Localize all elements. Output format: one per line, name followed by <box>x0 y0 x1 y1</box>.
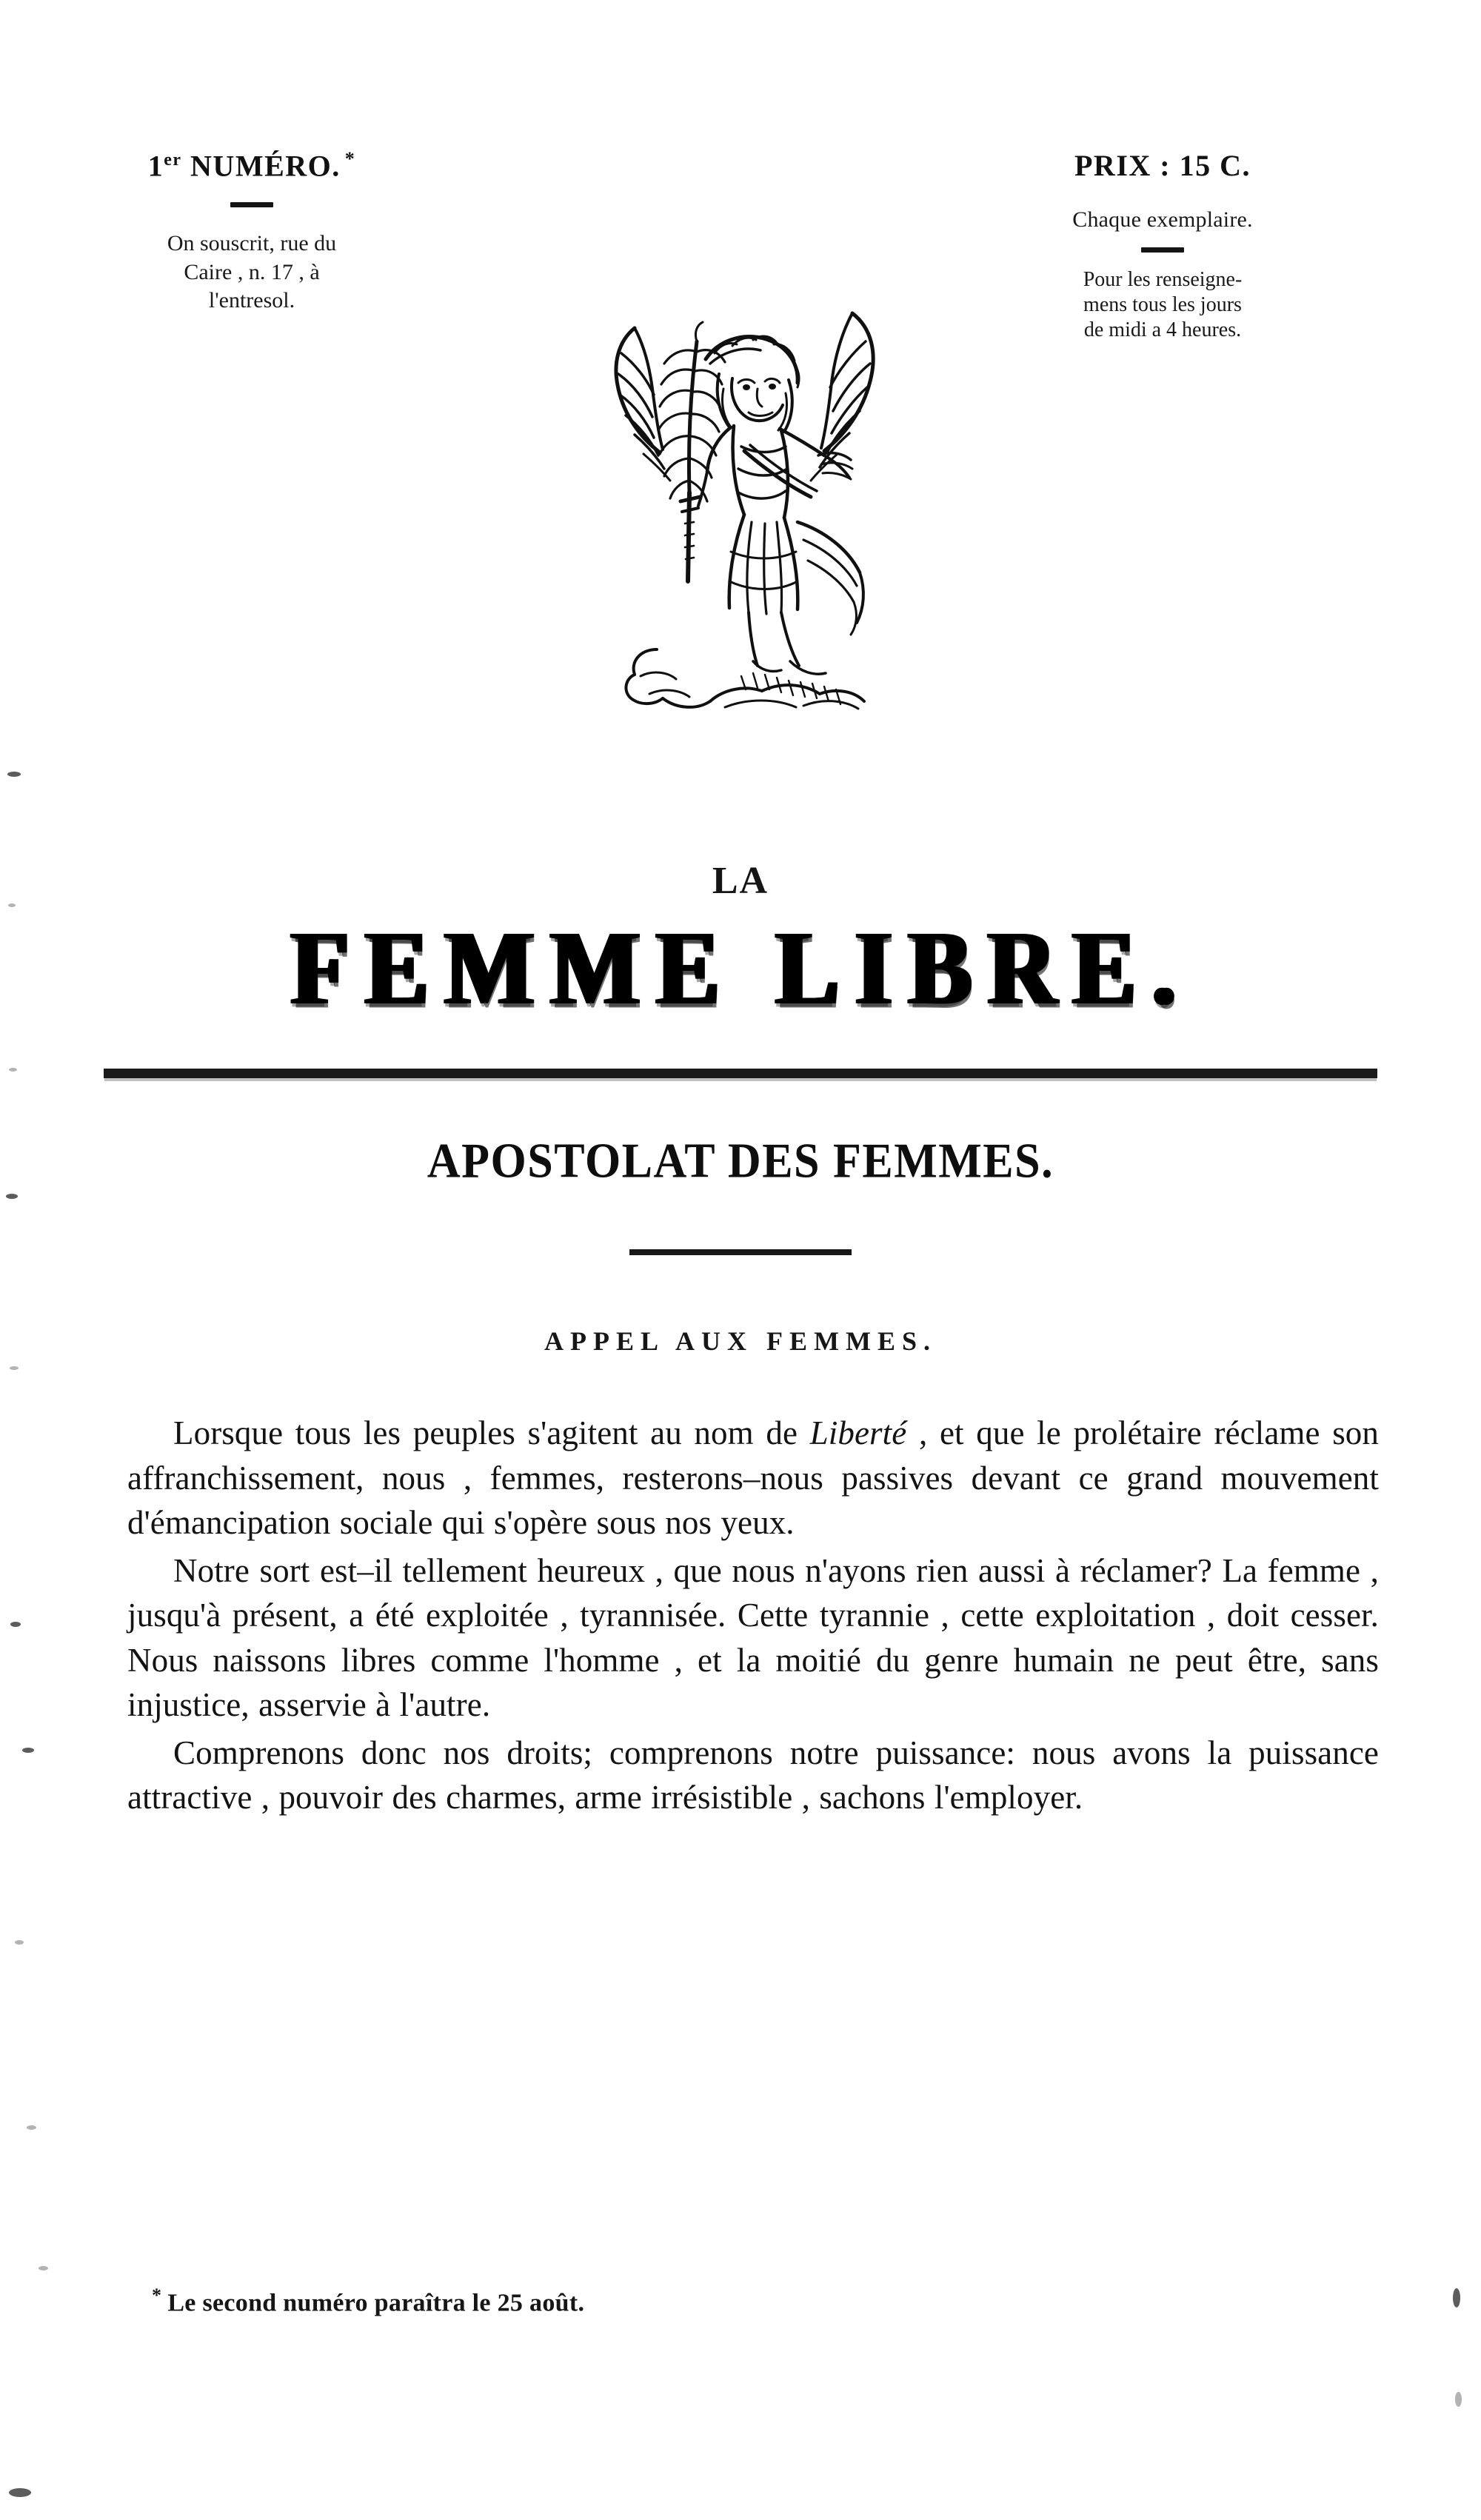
scan-speck <box>9 2488 31 2497</box>
subscription-line-1: On souscrit, rue du <box>167 231 337 256</box>
body-text: Lorsque tous les peuples s'agitent au nom de <box>173 1414 810 1451</box>
scan-speck <box>1453 2288 1460 2307</box>
scan-speck <box>6 1194 18 1199</box>
body-text: , et que le prolétaire réclame son affranchissement, nous , femmes, resterons–nous passives devant ce grand mouvement d'émancipation sociale qui s'opère sous nos yeux. <box>127 1414 1380 1542</box>
body-text: Comprenons donc nos droits; comprenons notre puissance: nous avons la puissance attractive , pouvoir des charmes, arme irrésistible , sachons l'employer. <box>127 1734 1379 1817</box>
footnote-marker-icon: * <box>344 148 356 170</box>
issue-number-line <box>59 148 444 183</box>
body-text: Notre sort est–il tellement heureux , que nous n'ayons rien aussi à réclamer? La femme , jusqu'à présent, a été exploitée , tyrannisée. Cette tyrannie , cette exploitation , doit cesser. Nous naissons libres comme l'homme , et la moitié du genre humain ne peut être, sans injustice, asservie à l'autre. <box>127 1551 1379 1724</box>
section-divider-rule <box>629 1249 852 1255</box>
issue-ordinal: er <box>164 150 182 170</box>
scan-speck <box>27 2125 36 2130</box>
title-article: LA <box>712 860 769 902</box>
information-line-2: mens tous les jours <box>1083 293 1242 317</box>
information-hours <box>933 267 1392 343</box>
subscription-line-3: l'entresol. <box>208 288 295 313</box>
issue-label: NUMÉRO. <box>190 149 341 183</box>
emphasis-text: Liberté <box>809 1414 907 1451</box>
information-line-3: de midi a 4 heures. <box>1083 318 1242 342</box>
scan-speck <box>1455 2392 1462 2407</box>
paragraph <box>127 1731 1379 1820</box>
information-line-1: Pour les renseigne- <box>1083 268 1243 291</box>
masthead-divider-rule <box>104 1069 1377 1078</box>
scan-speck <box>10 1622 21 1627</box>
divider-rule <box>1141 247 1184 253</box>
vignette-engraving <box>566 270 915 729</box>
subscription-info <box>59 230 444 315</box>
footnote-text: Le second numéro paraîtra le 25 août. <box>167 2289 585 2317</box>
masthead <box>0 126 1481 644</box>
subscription-line-2: Caire , n. 17 , à <box>184 259 320 284</box>
footnote-marker-icon: * <box>152 2285 162 2306</box>
page-title: FEMME LIBRE. <box>290 909 1191 1027</box>
scan-speck <box>9 1068 17 1072</box>
issue-number: 1 <box>147 149 164 183</box>
price-note: Chaque exemplaire. <box>1072 207 1253 232</box>
scan-speck <box>15 1940 24 1945</box>
scan-speck <box>39 2266 48 2270</box>
masthead-right-column <box>933 148 1392 343</box>
divider-rule <box>230 202 273 207</box>
article-heading: APPEL AUX FEMMES. <box>544 1326 937 1356</box>
scan-speck <box>22 1748 34 1753</box>
price-line: PRIX : 15 C. <box>1074 149 1251 182</box>
footnote <box>152 2285 1189 2317</box>
masthead-left-column <box>59 148 444 315</box>
scan-speck <box>7 772 21 777</box>
paragraph <box>127 1548 1379 1728</box>
paragraph <box>127 1411 1379 1545</box>
article-body <box>127 1411 1379 1823</box>
scan-speck <box>10 1366 19 1370</box>
section-title: APOSTOLAT DES FEMMES. <box>427 1134 1054 1189</box>
